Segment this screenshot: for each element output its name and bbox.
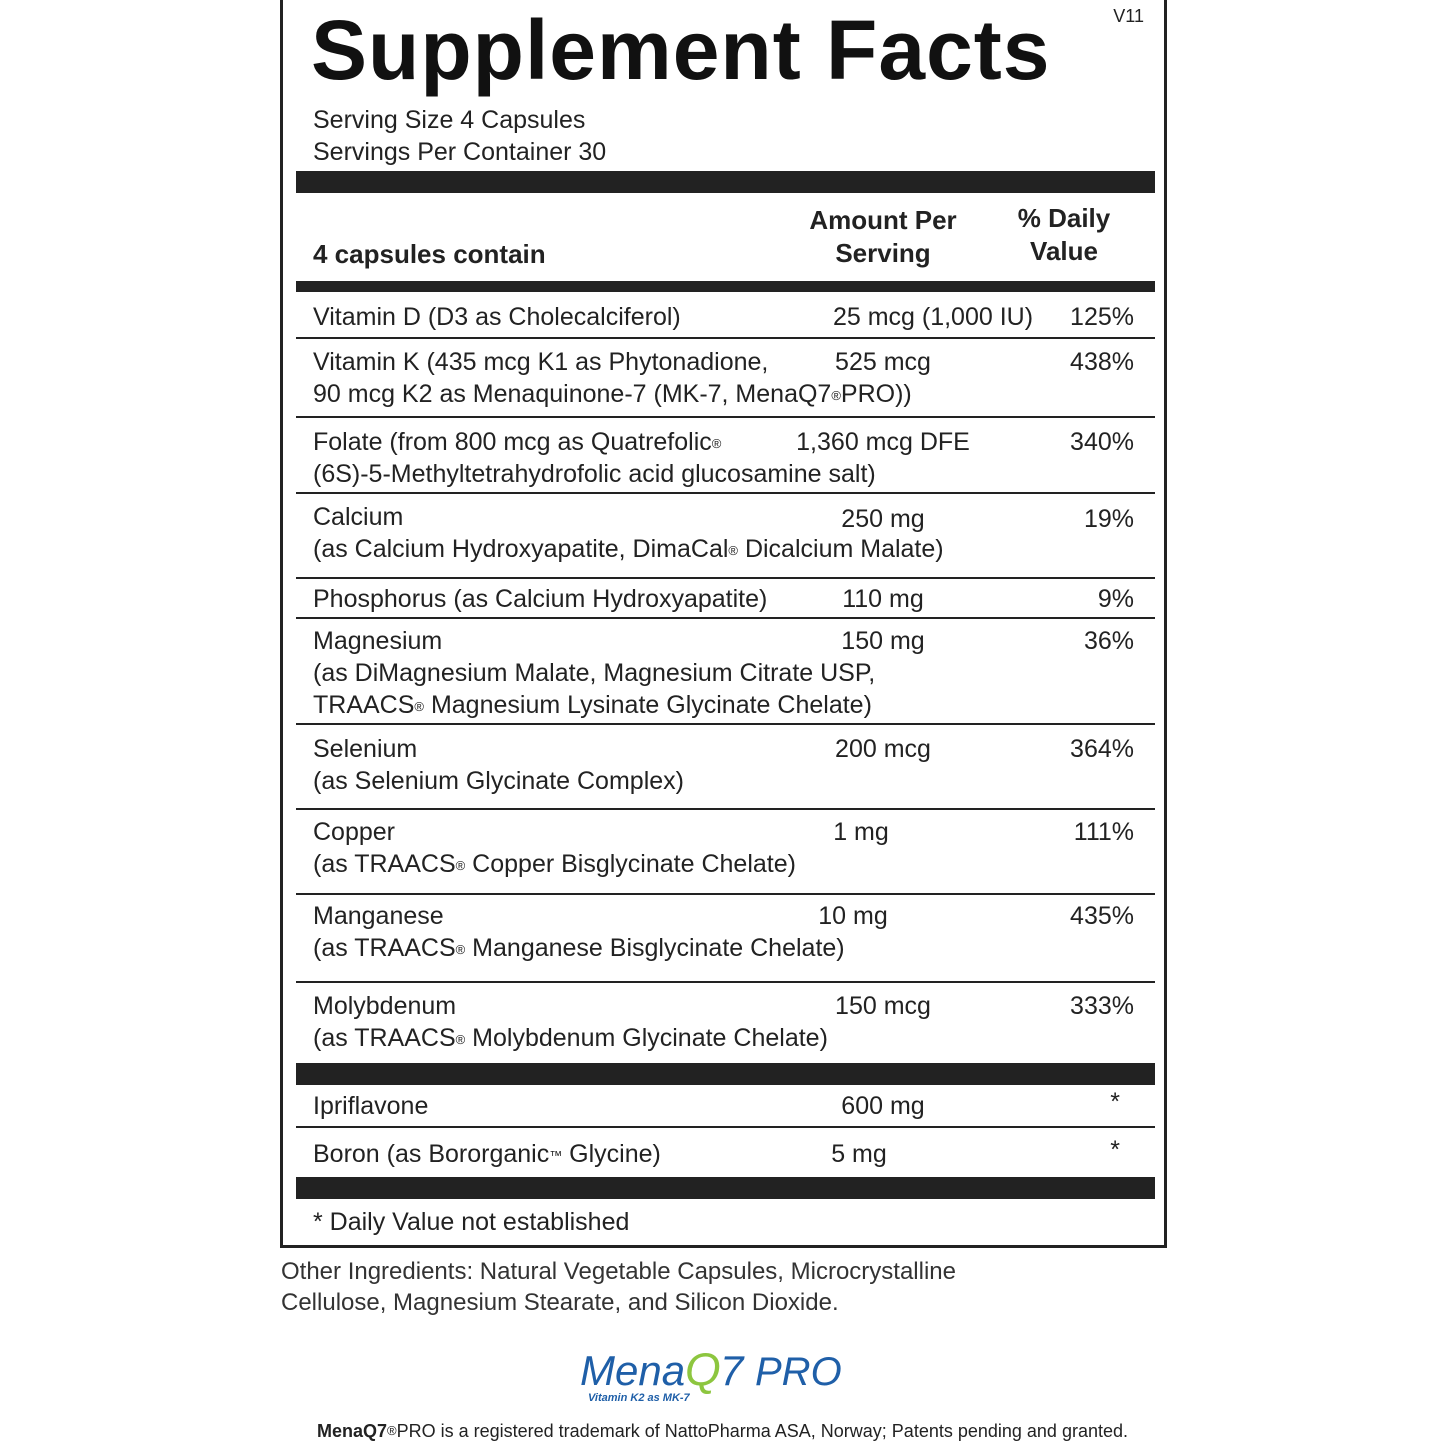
row-divider: [296, 893, 1155, 895]
nutrient-source: (as TRAACS® Copper Bisglycinate Chelate): [313, 850, 796, 878]
page-title: Supplement Facts: [311, 3, 1051, 97]
row-divider: [296, 981, 1155, 983]
row-divider: [296, 492, 1155, 494]
nutrient-amount: 150 mcg: [835, 992, 931, 1020]
nutrient-source: 90 mcg K2 as Menaquinone-7 (MK-7, MenaQ7®PRO)): [313, 380, 912, 408]
header-daily-value: % Daily Value: [1017, 203, 1111, 266]
nutrient-name: Manganese: [313, 902, 444, 930]
logo-tagline: Vitamin K2 as MK-7: [588, 1392, 690, 1404]
nutrient-amount: 250 mg: [841, 505, 925, 533]
nutrient-amount: 525 mcg: [835, 348, 931, 376]
header-divider: [296, 281, 1155, 292]
nutrient-source: (6S)-5-Methyltetrahydrofolic acid glucosamine salt): [313, 460, 876, 488]
nutrient-amount: 1,360 mcg DFE: [796, 428, 970, 456]
nutrient-amount: 600 mg: [841, 1092, 925, 1120]
nutrient-name: Phosphorus (as Calcium Hydroxyapatite): [313, 585, 768, 613]
nutrient-dv: 364%: [1070, 735, 1134, 763]
nutrient-name: Selenium: [313, 735, 418, 763]
thick-divider: [296, 1063, 1155, 1085]
row-divider: [296, 416, 1155, 418]
logo-brand-a: Mena: [580, 1347, 686, 1394]
header-amount: Amount Per Serving: [809, 205, 957, 268]
nutrient-amount: 200 mcg: [835, 735, 931, 763]
logo-brand-q: Q: [685, 1345, 721, 1395]
other-ingredients: Other Ingredients: Natural Vegetable Capsules, Microcrystalline Cellulose, Magnesium Stearate, and Silicon Dioxide.: [281, 1258, 956, 1316]
serving-info: [313, 104, 606, 168]
nutrient-dv: 36%: [1083, 627, 1134, 655]
nutrient-amount: 1 mg: [833, 818, 889, 846]
logo-brand-7: 7: [720, 1347, 744, 1394]
nutrient-dv: 9%: [1097, 585, 1134, 613]
nutrient-source: (as TRAACS® Manganese Bisglycinate Chelate): [313, 934, 845, 962]
nutrient-amount: 110 mg: [842, 585, 924, 613]
nutrient-dv: 125%: [1070, 303, 1134, 331]
servings-per-container: Servings Per Container 30: [313, 138, 607, 166]
nutrient-dv: 111%: [1073, 818, 1134, 846]
nutrient-name: Molybdenum: [313, 992, 457, 1020]
nutrient-name: Vitamin K (435 mcg K1 as Phytonadione,: [313, 348, 769, 376]
logo-brand-pro: PRO: [755, 1350, 842, 1394]
nutrient-name: Calcium: [313, 503, 404, 531]
thick-divider: [296, 1177, 1155, 1199]
row-divider: [296, 723, 1155, 725]
nutrient-amount: 10 mg: [818, 902, 888, 930]
nutrient-dv: *: [1110, 1088, 1120, 1116]
nutrient-name: Boron (as Bororganic™ Glycine): [313, 1140, 661, 1168]
row-divider: [296, 808, 1155, 810]
row-divider: [296, 617, 1155, 619]
nutrient-dv: 333%: [1070, 992, 1134, 1020]
nutrient-name: Folate (from 800 mcg as Quatrefolic®: [313, 428, 722, 456]
row-divider: [296, 577, 1155, 579]
trademark-notice: MenaQ7®PRO is a registered trademark of NattoPharma ASA, Norway; Patents pending and granted.: [316, 1421, 1128, 1441]
nutrient-name: Ipriflavone: [313, 1092, 429, 1120]
daily-value-footnote: * Daily Value not established: [313, 1208, 630, 1236]
nutrient-dv: *: [1110, 1136, 1120, 1164]
supplement-facts-panel: [280, 0, 1167, 1248]
nutrient-name: Vitamin D (D3 as Cholecalciferol): [313, 303, 681, 331]
nutrient-dv: 19%: [1083, 505, 1134, 533]
version-label: V11: [1113, 6, 1144, 26]
nutrient-source: (as Selenium Glycinate Complex): [313, 767, 684, 795]
row-divider: [296, 337, 1155, 339]
nutrient-source: TRAACS® Magnesium Lysinate Glycinate Chelate): [313, 691, 872, 719]
nutrient-amount: 25 mcg (1,000 IU): [832, 303, 1034, 331]
nutrient-source: (as Calcium Hydroxyapatite, DimaCal® Dicalcium Malate): [313, 535, 944, 563]
nutrient-name: Copper: [313, 818, 395, 846]
header-contain: 4 capsules contain: [313, 239, 546, 269]
nutrient-source: (as TRAACS® Molybdenum Glycinate Chelate): [313, 1024, 828, 1052]
menaq7-pro-logo: [580, 1345, 870, 1405]
nutrient-dv: 340%: [1070, 428, 1134, 456]
nutrient-dv: 438%: [1070, 348, 1134, 376]
nutrient-amount: 150 mg: [841, 627, 925, 655]
thick-divider: [296, 171, 1155, 193]
row-divider: [296, 1126, 1155, 1128]
nutrient-source: (as DiMagnesium Malate, Magnesium Citrate USP,: [313, 659, 876, 687]
serving-size: Serving Size 4 Capsules: [313, 106, 586, 134]
nutrient-dv: 435%: [1070, 902, 1134, 930]
nutrient-name: Magnesium: [313, 627, 443, 655]
nutrient-amount: 5 mg: [831, 1140, 887, 1168]
